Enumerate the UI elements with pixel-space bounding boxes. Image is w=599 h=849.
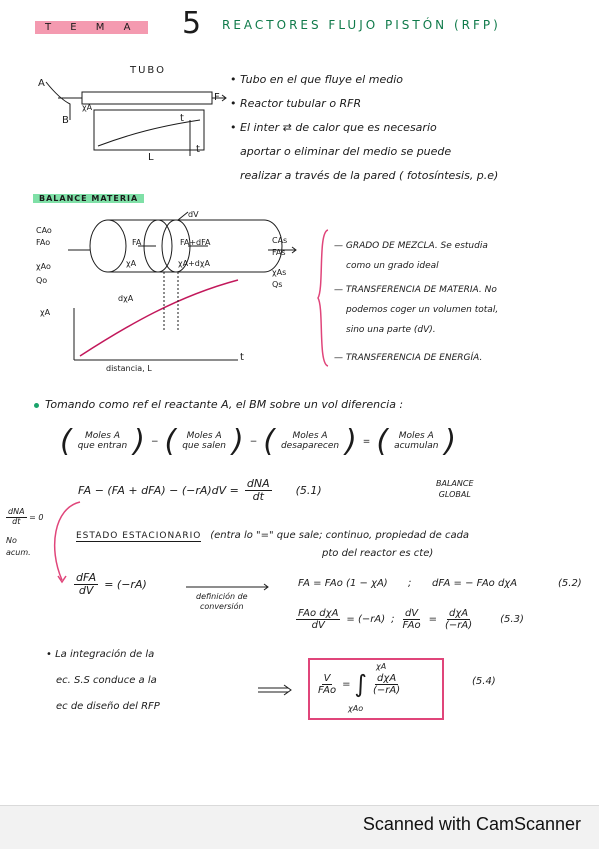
camscanner-label: Scanned with CamScanner [362,814,581,834]
tema-number: 5 [182,6,202,41]
note-energia: — TRANSFERENCIA DE ENERGÍA. [334,353,483,363]
margin-note [6,508,43,559]
eq53-r1: = (−rA) [346,614,386,625]
conversion-profile-curve [80,280,238,356]
equation-5-1 [78,478,322,503]
wb-term-4b: acumulan [394,440,439,451]
equation-5-3 [296,608,524,631]
eq53-n3: dχA [449,608,469,619]
eq51-num: dNA [246,477,270,490]
tube-t2: t [196,144,200,155]
eq53-eq: = [428,614,438,625]
eq52-den: dV [78,584,94,598]
conversion-arrow [186,582,272,592]
eq52-tag: (5.2) [558,578,582,589]
tube-shape [82,92,212,104]
equation-5-2 [74,572,147,597]
note-materia-3: sino una parte (dV). [346,325,436,335]
integracion-line-3: ec de diseño del RFP [56,701,160,712]
reactor-xa: χA [126,259,137,268]
eq51-den: dt [252,490,264,504]
margin-eq: = 0 [29,512,44,522]
reactor-taxis: t [240,352,244,363]
wb-term-3b: desaparecen [280,440,340,451]
eq54-lower: χAo [348,704,364,713]
green-bullet [34,403,39,408]
eq51-lhs: FA − (FA + dFA) − (−rA)dV = [78,484,239,498]
integracion-text [46,642,160,720]
wb-term-2b: que salen [182,440,226,451]
tube-label: TUBO [130,65,166,76]
tube-axis-a: A [38,78,45,89]
conversion-curve [98,120,200,146]
wb-term-4a: Moles A [398,430,434,441]
tema-tag: T E M A [35,21,148,34]
reactor-qo: Qo [36,276,48,285]
eq53-d1: dV [311,620,325,631]
wb-term-1a: Moles A [84,430,120,441]
integral-sign: ∫ [354,670,368,698]
eq54-upper: χA [376,662,387,671]
eq53-n1: FAo dχA [298,608,339,619]
eq54-eq: = [342,678,351,690]
tube-t1: t [180,113,184,124]
design-arrow [258,684,294,696]
intro-bullets [230,68,498,188]
reactor-cao: CAo [36,226,52,235]
intro-bullet-3: • El inter ⇄ de calor que es necesario [230,121,437,134]
tube-axis-b: B [62,115,69,126]
tomando-line: Tomando como ref el reactante A, el BM sobre un vol diferencia : [34,398,403,411]
wb-term-2a: Moles A [186,430,222,441]
integracion-line-1: • La integración de la [46,649,155,660]
integracion-line-2: ec. S.S conduce a la [56,675,157,686]
reactor-cas: CAs [272,236,288,245]
eq53-tag: (5.3) [500,614,524,625]
reactor-dxa: dχA [118,294,134,303]
margin-den: dt [12,516,21,526]
intro-bullet-3-line3: realizar a través de la pared ( fotosíntesis, p.e) [240,169,499,182]
eq53-d3: (−rA) [445,620,473,631]
reactor-dv: dV [188,210,199,219]
eq53-d2: FAo [402,620,421,631]
reactor-fas: FAs [272,248,286,257]
equation-5-4 [316,670,402,698]
intro-bullet-2: • Reactor tubular o RFR [230,97,362,110]
tube-l: L [148,152,154,163]
note-mezcla-2: como un grado ideal [346,261,439,271]
conversion-arrow-label: definición de conversión [196,592,248,611]
margin-num: dNA [8,507,25,516]
balance-tag: BALANCE MATERIA [33,194,144,203]
eq52-num: dFA [76,571,97,584]
notes-brace [316,228,332,368]
page-title: REACTORES FLUJO PISTÓN (RFP) [222,18,501,32]
reactor-fa: FA [132,238,142,247]
reactor-xas: χAs [272,268,287,277]
reactor-xaxis: distancia, L [106,364,152,373]
reactor-fa-dfa: FA+dFA [180,238,211,247]
note-materia-2: podemos coger un volumen total, [346,305,499,315]
eq52-fa: FA = FAo (1 − χA) [298,578,388,589]
estado-line [76,530,469,541]
eq53-n2: dV [404,608,419,619]
tube-f: F [214,92,220,103]
reactor-xao: χAo [36,262,51,271]
reactor-fao: FAo [36,238,51,247]
wb-term-3a: Moles A [292,430,328,441]
eq52-dfa: dFA = − FAo dχA [432,578,518,589]
eq52-rhs: = (−rA) [104,578,147,592]
intro-bullet-1: • Tubo en el que fluye el medio [230,73,403,86]
note-mezcla: — GRADO DE MEZCLA. Se estudia [334,241,488,251]
margin-no: No [6,535,17,545]
eq52-sep: ; [408,578,412,589]
camscanner-footer [0,805,599,849]
word-balance: ( Moles A que entran ) − ( Moles A que salen ) − ( Moles A desaparecen ) = ( Moles A acumulan ) [60,424,457,459]
note-materia: — TRANSFERENCIA DE MATERIA. No [334,285,497,295]
estado-text-2: pto del reactor es cte) [322,548,434,559]
eq54-in: dχA [377,672,397,684]
estado-text: (entra lo "=" que sale; continuo, propiedad de cada [210,530,470,541]
reactor-qs: Qs [272,280,283,289]
eq54-id: (−rA) [373,684,401,696]
wb-term-1b: que entran [77,440,128,451]
balance-notes [334,236,498,368]
eq51-tag: (5.1) [295,484,322,498]
tube-xa: χA [82,103,93,112]
eq54-tag: (5.4) [472,676,496,687]
eq53-sep: ; [391,614,395,625]
eq51-note: BALANCE GLOBAL [436,479,474,499]
intro-bullet-3-line2: aportar o eliminar del medio se puede [240,145,452,158]
reactor-xa-dxa: χA+dχA [178,259,210,268]
estado-title: ESTADO ESTACIONARIO [76,531,202,541]
reactor-yaxis: χA [40,308,51,317]
margin-acum: acum. [6,547,31,557]
eq54-d: FAo [318,684,337,696]
eq54-n: V [323,672,331,684]
